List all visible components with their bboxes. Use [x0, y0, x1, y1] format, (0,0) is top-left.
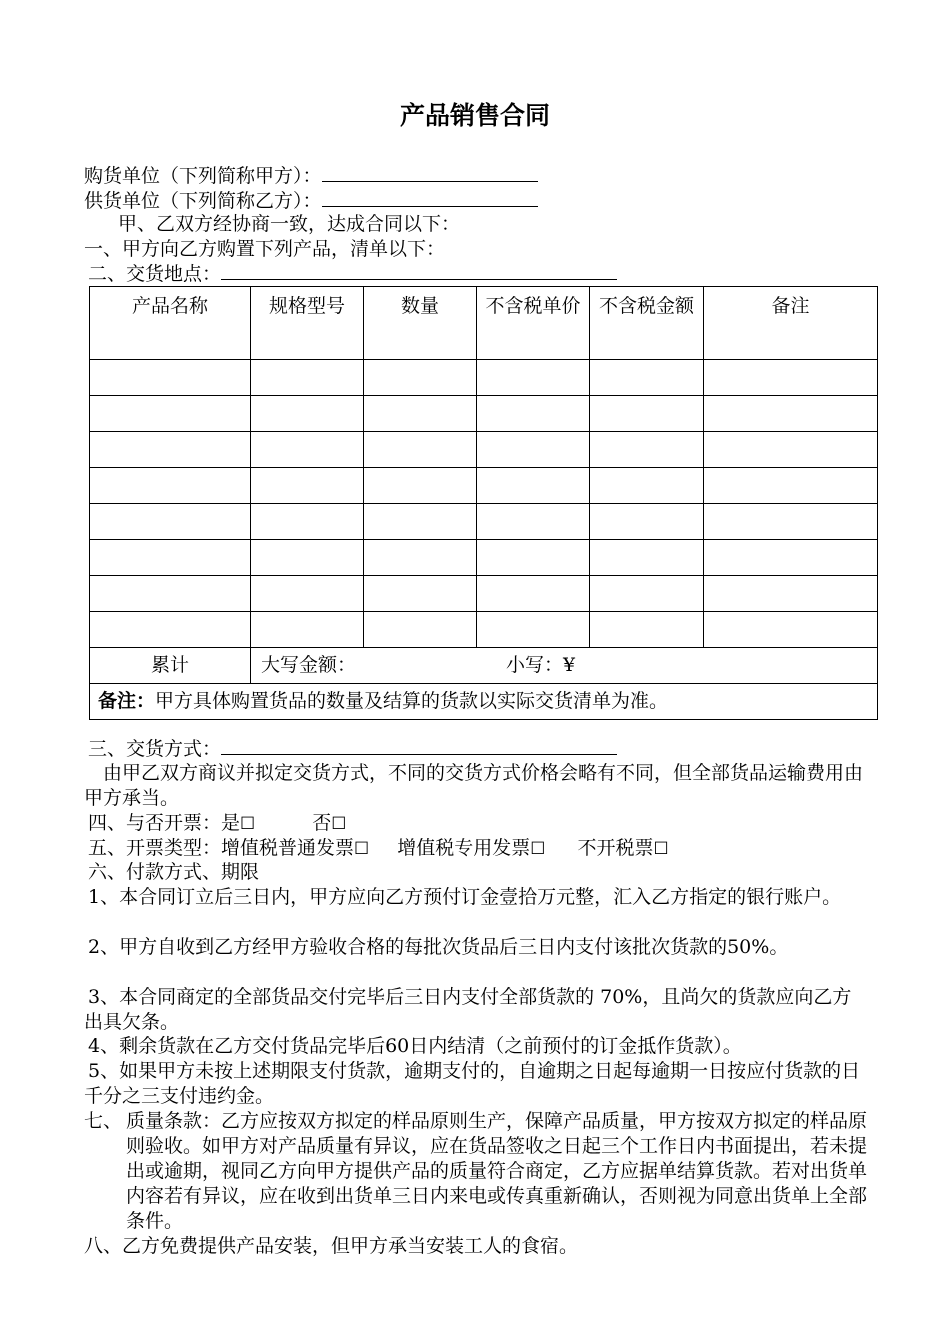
header-product-name: 产品名称	[90, 287, 251, 360]
payment-term-1: 1、本合同订立后三日内，甲方应向乙方预付订金壹拾万元整，汇入乙方指定的银行账户。	[88, 886, 842, 908]
table-cell[interactable]	[704, 360, 878, 396]
table-cell[interactable]	[590, 612, 704, 648]
special-invoice-label: 增值税专用发票	[397, 837, 531, 859]
table-cell[interactable]	[251, 576, 364, 612]
section-7-number: 七、	[84, 1110, 123, 1132]
invoice-yesno-line	[88, 811, 347, 836]
table-cell[interactable]	[704, 540, 878, 576]
xiaoxie-label: 小写：¥	[506, 654, 576, 676]
seller-label: 供货单位（下列简称乙方）：	[84, 190, 322, 212]
table-cell[interactable]	[477, 612, 590, 648]
table-cell[interactable]	[477, 540, 590, 576]
table-cell[interactable]	[704, 468, 878, 504]
invoice-no-label: 否	[312, 812, 332, 834]
delivery-method-label: 三、交货方式：	[88, 738, 222, 760]
payment-term-5: 5、如果甲方未按上述期限支付货款，逾期支付的，自逾期之日起每逾期一日按应付货款的日千分之三支付违约金。	[84, 1060, 861, 1107]
total-label: 累计	[90, 648, 251, 684]
payment-term-4: 4、剩余货款在乙方交付货品完毕后60日内结清（之前预付的订金抵作货款）。	[88, 1035, 742, 1057]
intro-text: 甲、乙双方经协商一致，达成合同以下：	[118, 213, 461, 235]
table-cell[interactable]	[251, 360, 364, 396]
table-cell[interactable]	[364, 576, 477, 612]
table-cell[interactable]	[364, 612, 477, 648]
checkbox-no-invoice[interactable]: ☐	[653, 839, 669, 859]
total-row	[90, 648, 878, 684]
note-bold-label: 备注：	[98, 690, 156, 712]
table-cell[interactable]	[704, 504, 878, 540]
table-row	[90, 432, 878, 468]
table-cell[interactable]	[251, 612, 364, 648]
table-cell[interactable]	[477, 432, 590, 468]
payment-term-3: 3、本合同商定的全部货品交付完毕后三日内支付全部货款的 70%，且尚欠的货款应向乙方出具欠条。	[84, 986, 852, 1033]
invoice-type-label: 五、开票类型：增值税普通发票	[88, 837, 355, 859]
table-cell[interactable]	[364, 468, 477, 504]
header-amount: 不含税金额	[590, 287, 704, 360]
table-cell[interactable]	[90, 504, 251, 540]
table-cell[interactable]	[90, 540, 251, 576]
table-row	[90, 360, 878, 396]
total-amount-cell[interactable]	[251, 648, 878, 684]
table-note	[90, 684, 878, 720]
table-cell[interactable]	[251, 540, 364, 576]
checkbox-no[interactable]: ☐	[331, 814, 347, 834]
table-cell[interactable]	[477, 396, 590, 432]
table-row	[90, 576, 878, 612]
product-table	[89, 286, 878, 720]
invoice-type-line	[88, 836, 669, 861]
table-cell[interactable]	[90, 468, 251, 504]
checkbox-normal-invoice[interactable]: ☐	[354, 839, 370, 859]
table-cell[interactable]	[704, 612, 878, 648]
header-quantity: 数量	[364, 287, 477, 360]
checkbox-yes[interactable]: ☐	[240, 814, 256, 834]
table-cell[interactable]	[477, 360, 590, 396]
table-cell[interactable]	[251, 468, 364, 504]
table-cell[interactable]	[704, 576, 878, 612]
table-cell[interactable]	[90, 360, 251, 396]
delivery-place-blank[interactable]	[221, 261, 617, 280]
section-8: 八、乙方免费提供产品安装，但甲方承当安装工人的食宿。	[84, 1235, 579, 1257]
payment-term-2: 2、甲方自收到乙方经甲方验收合格的每批次货品后三日内支付该批次货款的50%。	[88, 936, 789, 958]
table-cell[interactable]	[704, 432, 878, 468]
table-row	[90, 396, 878, 432]
delivery-place-line	[88, 261, 617, 286]
table-cell[interactable]	[90, 432, 251, 468]
table-cell[interactable]	[364, 540, 477, 576]
table-row	[90, 504, 878, 540]
delivery-place-label: 二、交货地点：	[88, 263, 222, 285]
table-cell[interactable]	[704, 396, 878, 432]
table-cell[interactable]	[364, 360, 477, 396]
table-row	[90, 468, 878, 504]
delivery-method-line	[88, 736, 617, 761]
table-cell[interactable]	[364, 432, 477, 468]
header-spec: 规格型号	[251, 287, 364, 360]
table-cell[interactable]	[590, 360, 704, 396]
table-cell[interactable]	[90, 576, 251, 612]
table-cell[interactable]	[477, 468, 590, 504]
table-cell[interactable]	[251, 504, 364, 540]
page-title: 产品销售合同	[399, 101, 550, 130]
table-cell[interactable]	[90, 612, 251, 648]
table-cell[interactable]	[251, 396, 364, 432]
buyer-label: 购货单位（下列简称甲方）：	[84, 165, 322, 187]
table-cell[interactable]	[590, 576, 704, 612]
table-cell[interactable]	[590, 504, 704, 540]
table-cell[interactable]	[251, 432, 364, 468]
section-6: 六、付款方式、期限	[88, 861, 260, 883]
seller-line	[84, 188, 538, 213]
invoice-yesno-label: 四、与否开票：是	[88, 812, 241, 834]
header-remarks: 备注	[704, 287, 878, 360]
table-row	[90, 540, 878, 576]
delivery-method-text: 由甲乙双方商议并拟定交货方式，不同的交货方式价格会略有不同，但全部货品运输费用由甲方承当。	[84, 762, 864, 809]
header-unit-price: 不含税单价	[477, 287, 590, 360]
no-invoice-label: 不开税票	[577, 837, 654, 859]
table-cell[interactable]	[477, 576, 590, 612]
table-cell[interactable]	[590, 540, 704, 576]
table-cell[interactable]	[477, 504, 590, 540]
table-cell[interactable]	[364, 396, 477, 432]
daxie-label: 大写金额：	[261, 654, 357, 676]
delivery-method-blank[interactable]	[221, 736, 617, 755]
buyer-line	[84, 163, 538, 188]
table-cell[interactable]	[590, 468, 704, 504]
table-row	[90, 612, 878, 648]
table-note-row	[90, 684, 878, 720]
table-cell[interactable]	[90, 396, 251, 432]
buyer-blank[interactable]	[322, 163, 538, 182]
table-header-row	[90, 287, 878, 360]
table-cell[interactable]	[364, 504, 477, 540]
seller-blank[interactable]	[322, 188, 538, 207]
note-text: 甲方具体购置货品的数量及结算的货款以实际交货清单为准。	[155, 690, 669, 712]
checkbox-special-invoice[interactable]: ☐	[530, 839, 546, 859]
table-cell[interactable]	[590, 432, 704, 468]
section-1: 一、甲方向乙方购置下列产品，清单以下：	[84, 238, 446, 260]
table-cell[interactable]	[590, 396, 704, 432]
section-7-text: 质量条款：乙方应按双方拟定的样品原则生产，保障产品质量，甲方按双方拟定的样品原则验收。如甲方对产品质量有异议，应在货品签收之日起三个工作日内书面提出，若未提出或逾期，视同乙方向甲方提供产品的质量符合商定，乙方应据单结算货款。若对出货单内容若有异议，应在收到出货单三日内来电或传真重新确认，否则视为同意出货单上全部条件。	[126, 1110, 868, 1232]
